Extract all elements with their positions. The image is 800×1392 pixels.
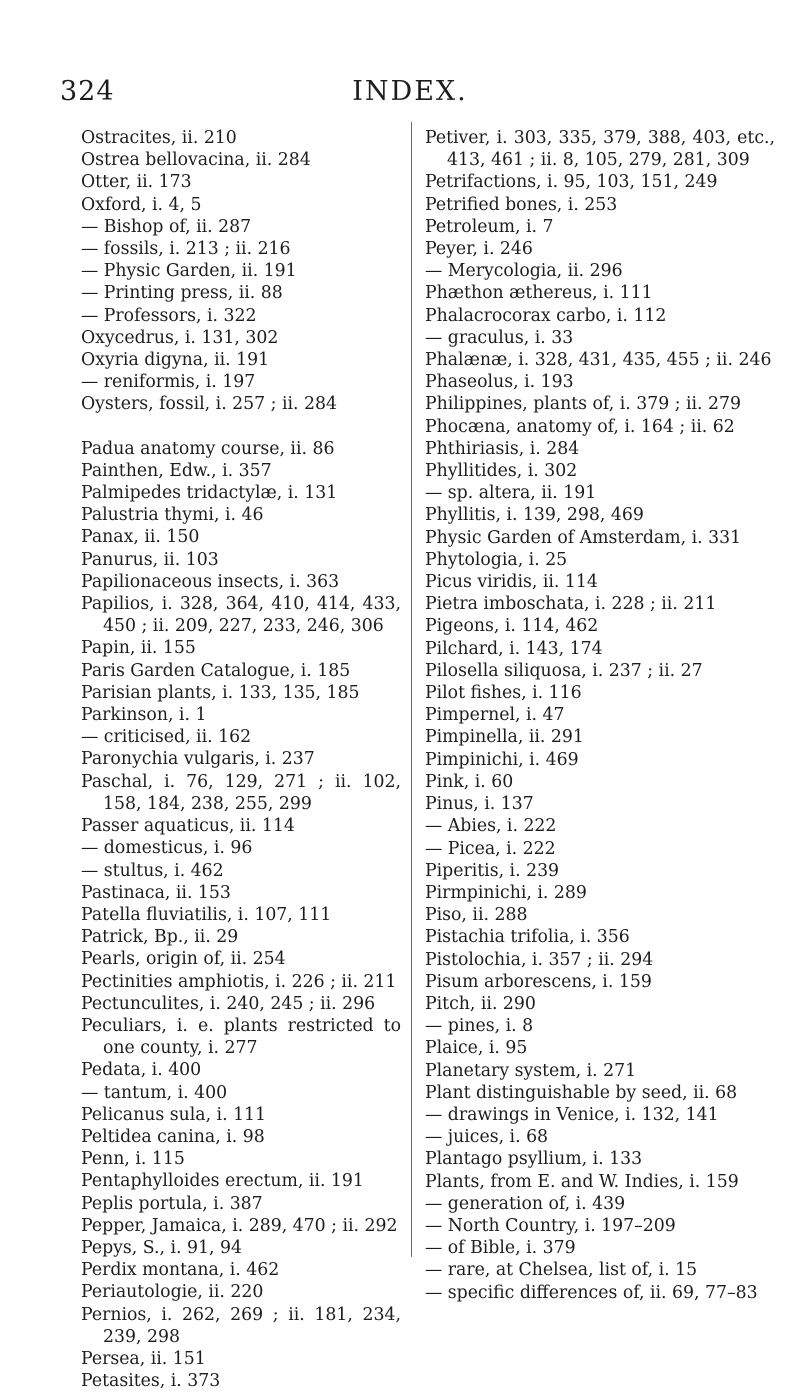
index-entry: Paris Garden Catalogue, i. 185 bbox=[81, 660, 351, 681]
index-entry: Papilios, i. 328, 364, 410, 414, 433, 450 ; ii. 209, 227, 233, 246, 306 bbox=[81, 594, 401, 637]
index-entry: Pigeons, i. 114, 462 bbox=[425, 616, 599, 637]
index-entry: Petiver, i. 303, 335, 379, 388, 403, etc., 413, 461 ; ii. 8, 105, 279, 281, 309 bbox=[425, 128, 775, 171]
index-entry: Plantago psyllium, i. 133 bbox=[425, 1149, 643, 1170]
index-entry: Phalænæ, i. 328, 431, 435, 455 ; ii. 246 bbox=[425, 350, 772, 371]
column-divider bbox=[411, 122, 412, 1257]
index-entry: — juices, i. 68 bbox=[425, 1127, 549, 1148]
index-entry: — Physic Garden, ii. 191 bbox=[81, 261, 297, 282]
index-entry: Piso, ii. 288 bbox=[425, 905, 528, 926]
index-entry: Philippines, plants of, i. 379 ; ii. 279 bbox=[425, 394, 742, 415]
index-entry: Palmipedes tridactylæ, i. 131 bbox=[81, 483, 338, 504]
index-entry: Peltidea canina, i. 98 bbox=[81, 1126, 265, 1147]
index-entry: Papilionaceous insects, i. 363 bbox=[81, 571, 340, 592]
index-entry: — Bishop of, ii. 287 bbox=[81, 216, 252, 237]
index-entry: Palustria thymi, i. 46 bbox=[81, 505, 264, 526]
index-entry: — stultus, i. 462 bbox=[81, 860, 224, 881]
index-entry: Pistolochia, i. 357 ; ii. 294 bbox=[425, 949, 654, 970]
index-entry: Pectinities amphiotis, i. 226 ; ii. 211 bbox=[81, 971, 397, 992]
index-entry: Panax, ii. 150 bbox=[81, 527, 200, 548]
index-entry: — fossils, i. 213 ; ii. 216 bbox=[81, 239, 291, 260]
index-entry: Papin, ii. 155 bbox=[81, 638, 196, 659]
index-entry: Planetary system, i. 271 bbox=[425, 1060, 637, 1081]
index-entry: — Printing press, ii. 88 bbox=[81, 283, 283, 304]
index-entry: Ostrea bellovacina, ii. 284 bbox=[81, 150, 311, 171]
index-entry: Phaseolus, i. 193 bbox=[425, 372, 574, 393]
index-entry: Pilot fishes, i. 116 bbox=[425, 683, 582, 704]
index-entry: Pisum arborescens, i. 159 bbox=[425, 971, 652, 992]
index-entry: — drawings in Venice, i. 132, 141 bbox=[425, 1104, 719, 1125]
index-entry: Ostracites, ii. 210 bbox=[81, 128, 237, 148]
index-entry: Pilosella siliquosa, i. 237 ; ii. 27 bbox=[425, 660, 703, 681]
index-entry: — pines, i. 8 bbox=[425, 1016, 534, 1037]
section-gap bbox=[81, 416, 401, 438]
index-entry: Panurus, ii. 103 bbox=[81, 549, 219, 570]
page-header bbox=[60, 76, 760, 116]
index-entry: Otter, ii. 173 bbox=[81, 172, 192, 193]
index-entry: Painthen, Edw., i. 357 bbox=[81, 460, 272, 481]
index-entry: Piperitis, i. 239 bbox=[425, 860, 560, 881]
index-entry: Pimpinichi, i. 469 bbox=[425, 749, 579, 770]
index-entry: Phthiriasis, i. 284 bbox=[425, 438, 580, 459]
index-entry: Pentaphylloides erectum, ii. 191 bbox=[81, 1171, 364, 1192]
index-entry: Pernios, i. 262, 269 ; ii. 181, 234, 239, 298 bbox=[81, 1304, 401, 1347]
index-entry: Oysters, fossil, i. 257 ; ii. 284 bbox=[81, 394, 337, 415]
index-entry: Phytologia, i. 25 bbox=[425, 549, 568, 570]
index-entry: Peplis portula, i. 387 bbox=[81, 1193, 263, 1214]
index-entry: Pedata, i. 400 bbox=[81, 1060, 202, 1081]
index-entry: — criticised, ii. 162 bbox=[81, 727, 252, 748]
index-entry: — North Country, i. 197–209 bbox=[425, 1215, 676, 1236]
index-entry: Pimpernel, i. 47 bbox=[425, 705, 565, 726]
index-entry: Plant distinguishable by seed, ii. 68 bbox=[425, 1082, 738, 1103]
index-entry: Pink, i. 60 bbox=[425, 771, 514, 792]
index-entry: — generation of, i. 439 bbox=[425, 1193, 626, 1214]
index-entry: — Abies, i. 222 bbox=[425, 816, 557, 837]
index-entry: Parkinson, i. 1 bbox=[81, 705, 207, 726]
index-entry: Pastinaca, ii. 153 bbox=[81, 882, 231, 903]
index-entry: — graculus, i. 33 bbox=[425, 327, 574, 348]
index-entry: Pinus, i. 137 bbox=[425, 794, 534, 815]
index-entry: — rare, at Chelsea, list of, i. 15 bbox=[425, 1260, 698, 1281]
index-entry: Phalacrocorax carbo, i. 112 bbox=[425, 305, 667, 326]
index-entry: Patella fluviatilis, i. 107, 111 bbox=[81, 904, 332, 925]
index-entry: — sp. altera, ii. 191 bbox=[425, 483, 597, 504]
index-entry: Phyllitides, i. 302 bbox=[425, 461, 578, 482]
index-entry: Pietra imboschata, i. 228 ; ii. 211 bbox=[425, 594, 717, 615]
index-entry: — Merycologia, ii. 296 bbox=[425, 261, 623, 282]
index-entry: — domesticus, i. 96 bbox=[81, 838, 253, 859]
index-entry: — of Bible, i. 379 bbox=[425, 1238, 576, 1259]
index-entry: Penn, i. 115 bbox=[81, 1149, 185, 1170]
index-entry: Pirmpinichi, i. 289 bbox=[425, 882, 587, 903]
index-entry: Peyer, i. 246 bbox=[425, 239, 533, 260]
index-entry: Picus viridis, ii. 114 bbox=[425, 572, 598, 593]
index-entry: — reniformis, i. 197 bbox=[81, 372, 256, 393]
index-entry: Phæthon æthereus, i. 111 bbox=[425, 283, 653, 304]
running-head: INDEX. bbox=[352, 76, 468, 107]
index-entry: Plaice, i. 95 bbox=[425, 1038, 528, 1059]
index-entry: Patrick, Bp., ii. 29 bbox=[81, 927, 239, 948]
index-entry: — Picea, i. 222 bbox=[425, 838, 556, 859]
index-entry: Physic Garden of Amsterdam, i. 331 bbox=[425, 527, 742, 548]
index-entry: Pimpinella, ii. 291 bbox=[425, 727, 584, 748]
index-entry: Pelicanus sula, i. 111 bbox=[81, 1104, 267, 1125]
index-entry: Petasites, i. 373 bbox=[81, 1371, 221, 1392]
index-entry: Pilchard, i. 143, 174 bbox=[425, 638, 603, 659]
index-entry: Petroleum, i. 7 bbox=[425, 216, 554, 237]
index-entry: Phocæna, anatomy of, i. 164 ; ii. 62 bbox=[425, 416, 735, 437]
index-column-left bbox=[81, 127, 401, 1392]
index-entry: Pearls, origin of, ii. 254 bbox=[81, 949, 286, 970]
index-entry: Periautologie, ii. 220 bbox=[81, 1282, 264, 1303]
index-entry: Oxycedrus, i. 131, 302 bbox=[81, 327, 279, 348]
index-entry: Pepper, Jamaica, i. 289, 470 ; ii. 292 bbox=[81, 1215, 398, 1236]
index-entry: — Professors, i. 322 bbox=[81, 305, 257, 326]
index-entry: Pectunculites, i. 240, 245 ; ii. 296 bbox=[81, 993, 376, 1014]
index-entry: Peculiars, i. e. plants restricted to one county, i. 277 bbox=[81, 1015, 401, 1059]
index-entry: Paronychia vulgaris, i. 237 bbox=[81, 749, 315, 770]
index-entry: — tantum, i. 400 bbox=[81, 1082, 228, 1103]
index-entry: Phyllitis, i. 139, 298, 469 bbox=[425, 505, 644, 526]
index-entry: Parisian plants, i. 133, 135, 185 bbox=[81, 682, 360, 703]
index-entry: Plants, from E. and W. Indies, i. 159 bbox=[425, 1171, 739, 1192]
page-number: 324 bbox=[60, 76, 115, 107]
index-entry: Pitch, ii. 290 bbox=[425, 993, 536, 1014]
index-entry: Petrifactions, i. 95, 103, 151, 249 bbox=[425, 172, 718, 193]
index-entry: Paschal, i. 76, 129, 271 ; ii. 102, 158, 184, 238, 255, 299 bbox=[81, 771, 401, 814]
index-entry: Passer aquaticus, ii. 114 bbox=[81, 816, 295, 837]
index-entry: Pepys, S., i. 91, 94 bbox=[81, 1237, 242, 1258]
index-entry: Pistachia trifolia, i. 356 bbox=[425, 927, 630, 948]
index-entry: Oxford, i. 4, 5 bbox=[81, 194, 202, 215]
index-entry: — specific differences of, ii. 69, 77–83 bbox=[425, 1282, 758, 1303]
index-column-right bbox=[425, 127, 775, 1304]
index-entry: Petrified bones, i. 253 bbox=[425, 194, 618, 215]
index-entry: Persea, ii. 151 bbox=[81, 1348, 206, 1369]
index-entry: Oxyria digyna, ii. 191 bbox=[81, 350, 270, 371]
index-entry: Perdix montana, i. 462 bbox=[81, 1260, 280, 1281]
index-entry: Padua anatomy course, ii. 86 bbox=[81, 438, 335, 459]
